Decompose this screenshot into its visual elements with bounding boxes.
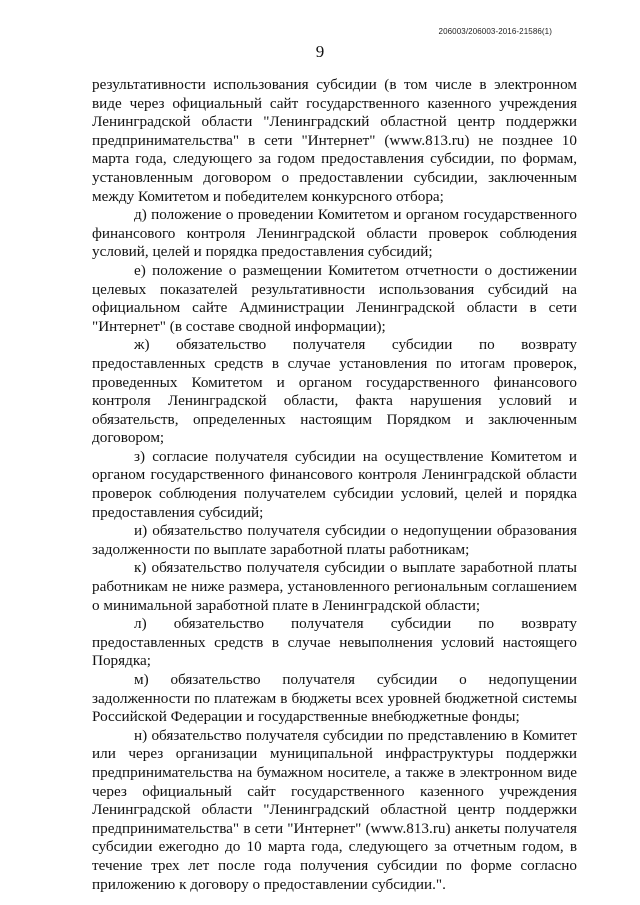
paragraph-item-z: з) согласие получателя субсидии на осуществление Комитетом и органом государственного финансового контроля Ленинградской области проверок соблюдения получателем субсидии условий, целей и порядка предоставления субсидий;: [92, 447, 577, 521]
document-body: [92, 76, 577, 894]
paragraph-item-k: к) обязательство получателя субсидии о выплате заработной платы работникам не ниже размера, установленного региональным соглашением о минимальной заработной плате в Ленинградской области;: [92, 559, 577, 614]
paragraph-item-m: м) обязательство получателя субсидии о недопущении задолженности по платежам в бюджеты всех уровней бюджетной системы Российской Федерации и государственные внебюджетные фонды;: [92, 671, 577, 726]
paragraph-item-zh: ж) обязательство получателя субсидии по возврату предоставленных средств в случае установления по итогам проверок, проведенных Комитетом и органом государственного финансового контроля Ленинградской области, факта нарушения условий и обязательств, определенных настоящим Порядком и заключенным договором;: [92, 336, 577, 447]
paragraph-item-d: д) положение о проведении Комитетом и органом государственного финансового контроля Ленинградской области проверок соблюдения условий, целей и порядка предоставления субсидий;: [92, 206, 577, 261]
document-id: 206003/206003-2016-21586(1): [438, 27, 552, 36]
paragraph-continuation: результативности использования субсидии (в том числе в электронном виде через официальный сайт государственного казенного учреждения Ленинградской области "Ленинградский областной центр поддержки предпринимательства" в сети "Интернет" (www.813.ru) не позднее 10 марта года, следующего за годом предоставления субсидии, по формам, установленным договором о предоставлении субсидии, заключенным между Комитетом и победителем конкурсного отбора;: [92, 76, 577, 205]
paragraph-item-e: е) положение о размещении Комитетом отчетности о достижении целевых показателей результативности использования субсидий на официальном сайте Администрации Ленинградской области в сети "Интернет" (в составе сводной информации);: [92, 261, 577, 335]
page-number: 9: [315, 42, 325, 61]
paragraph-item-n: н) обязательство получателя субсидии по представлению в Комитет или через организации муниципальной инфраструктуры поддержки предпринимательства на бумажном носителе, а также в электронном виде через официальный сайт государственного казенного учреждения Ленинградской области "Ленинградский областной центр поддержки предпринимательства" в сети "Интернет" (www.813.ru) анкеты получателя субсидии ежегодно до 10 марта года, следующего за отчетным годом, в течение трех лет после года получения субсидии по форме согласно приложению к договору о предоставлении субсидии.".: [92, 726, 577, 893]
paragraph-item-i: и) обязательство получателя субсидии о недопущении образования задолженности по выплате заработной платы работникам;: [92, 522, 577, 558]
paragraph-item-l: л) обязательство получателя субсидии по возврату предоставленных средств в случае невыполнения условий настоящего Порядка;: [92, 615, 577, 670]
